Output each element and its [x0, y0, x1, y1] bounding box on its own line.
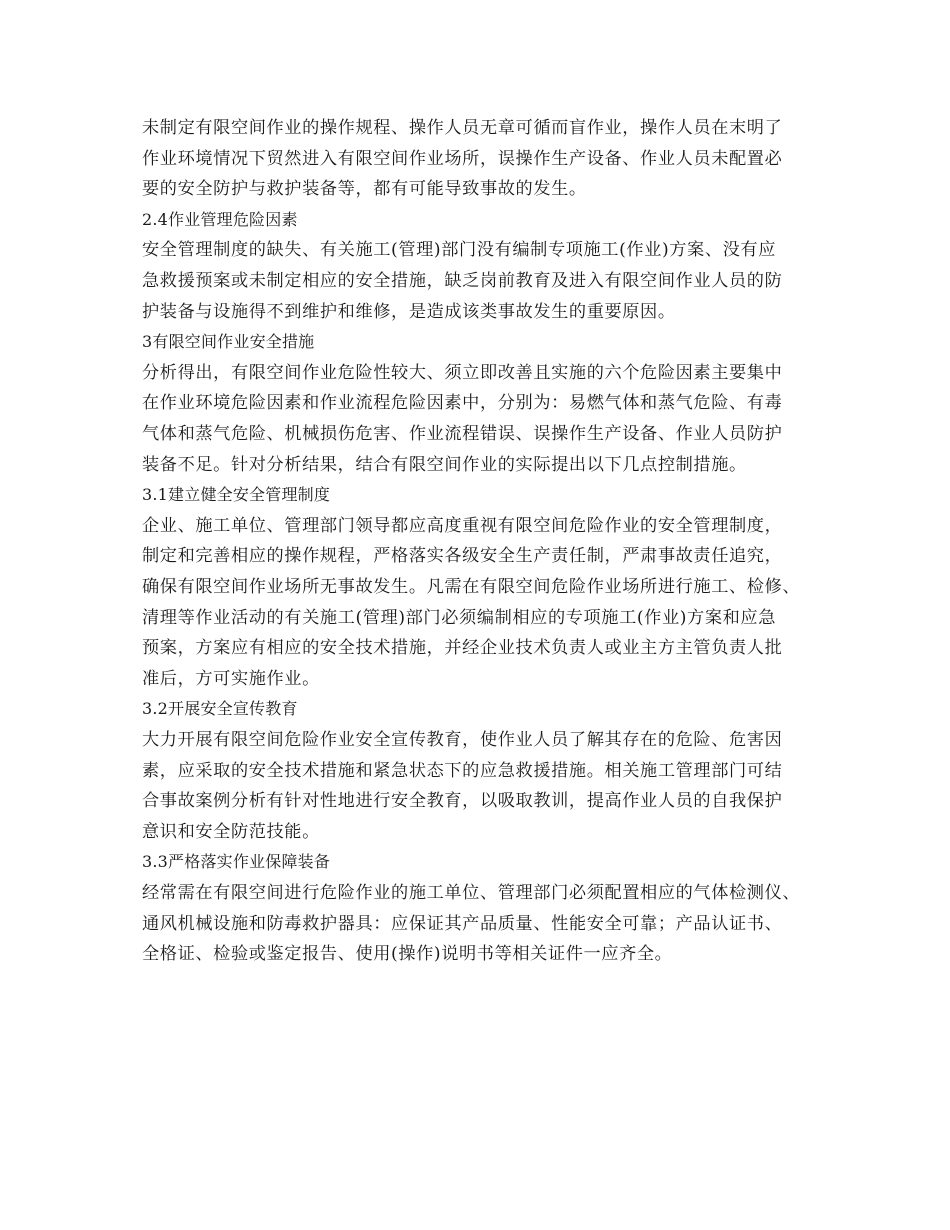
section-heading: 3.1建立健全安全管理制度 [142, 485, 331, 505]
paragraph-line: 清理等作业活动的有关施工(管理)部门必须编制相应的专项施工(作业)方案和应急 [142, 607, 776, 628]
paragraph-line: 护装备与设施得不到维护和维修，是造成该类事故发生的重要原因。 [142, 301, 676, 322]
paragraph-line: 合事故案例分析有针对性地进行安全教育，以吸取教训，提高作业人员的自我保护 [142, 791, 783, 812]
paragraph-line: 确保有限空间作业场所无事故发生。凡需在有限空间危险作业场所进行施工、检修、 [142, 577, 801, 597]
paragraph-line: 要的安全防护与救护装备等，都有可能导致事故的发生。 [142, 179, 587, 200]
paragraph-line: 在作业环境危险因素和作业流程危险因素中，分别为：易燃气体和蒸气危险、有毒 [142, 393, 783, 414]
paragraph-line: 通风机械设施和防毒救护器具：应保证其产品质量、性能安全可靠；产品认证书、 [142, 913, 783, 934]
paragraph-line: 气体和蒸气危险、机械损伤危害、作业流程错误、误操作生产设备、作业人员防护 [142, 424, 783, 444]
paragraph-line: 装备不足。针对分析结果，结合有限空间作业的实际提出以下几点控制措施。 [142, 454, 747, 475]
paragraph-line: 大力开展有限空间危险作业安全宣传教育，使作业人员了解其存在的危险、危害因 [142, 730, 783, 750]
paragraph-line: 企业、施工单位、管理部门领导都应高度重视有限空间危险作业的安全管理制度， [142, 515, 783, 536]
paragraph-line: 全格证、检验或鉴定报告、使用(操作)说明书等相关证件一应齐全。 [142, 944, 673, 965]
paragraph-line: 急救援预案或未制定相应的安全措施，缺乏岗前教育及进入有限空间作业人员的防 [142, 271, 783, 291]
paragraph-line: 经常需在有限空间进行危险作业的施工单位、管理部门必须配置相应的气体检测仪、 [142, 883, 801, 903]
section-heading: 3有限空间作业安全措施 [142, 332, 315, 352]
paragraph-line: 分析得出，有限空间作业危险性较大、须立即改善且实施的六个危险因素主要集中 [142, 362, 783, 383]
paragraph-line: 未制定有限空间作业的操作规程、操作人员无章可循而盲作业，操作人员在末明了 [142, 118, 783, 138]
paragraph-line: 素，应采取的安全技术措施和紧急状态下的应急救援措施。相关施工管理部门可结 [142, 760, 783, 781]
paragraph-line: 准后，方可实施作业。 [142, 668, 320, 689]
paragraph-line: 作业环境情况下贸然进入有限空间作业场所，误操作生产设备、作业人员未配置必 [142, 148, 783, 169]
paragraph-line: 制定和完善相应的操作规程，严格落实各级安全生产责任制，严肃事故责任追究， [142, 546, 783, 567]
paragraph-line: 预案，方案应有相应的安全技术措施，并经企业技术负责人或业主方主管负责人批 [142, 638, 783, 659]
section-heading: 3.3严格落实作业保障装备 [142, 852, 331, 872]
paragraph-line: 意识和安全防范技能。 [142, 821, 320, 842]
section-heading: 3.2开展安全宣传教育 [142, 699, 298, 719]
section-heading: 2.4作业管理危险因素 [142, 209, 298, 229]
paragraph-line: 安全管理制度的缺失、有关施工(管理)部门没有编制专项施工(作业)方案、没有应 [142, 240, 776, 261]
